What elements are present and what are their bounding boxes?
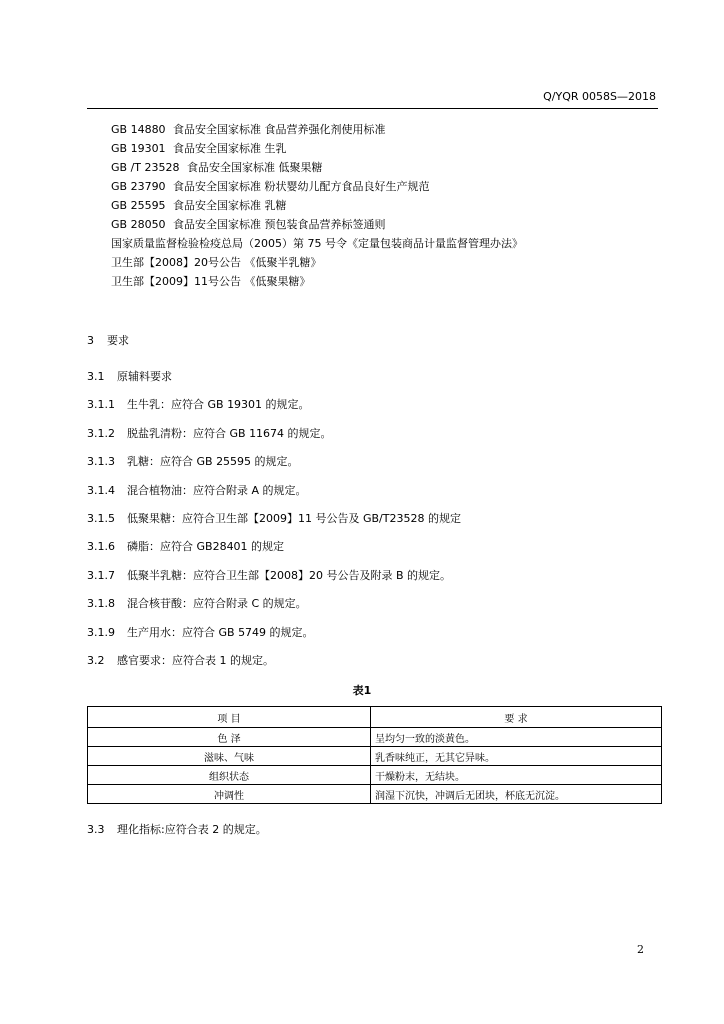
- reference-item: [111, 215, 523, 234]
- section-title: 要求: [107, 334, 129, 347]
- reference-code: GB 19301: [111, 142, 166, 155]
- sensory-requirements-table: [87, 706, 662, 804]
- item-number: 3.1.9: [87, 626, 115, 639]
- reference-title: 食品安全国家标准 预包装食品营养标签通则: [173, 218, 386, 231]
- reference-title: 卫生部【2008】20号公告 《低聚半乳糖》: [111, 256, 322, 269]
- table-row: [88, 766, 662, 785]
- reference-item: [111, 234, 523, 253]
- item-text: 应符合附录 C 的规定。: [193, 597, 307, 610]
- item-label: 生产用水：: [127, 626, 182, 639]
- subsection-number: 3.3: [87, 823, 105, 836]
- table-row: [88, 747, 662, 766]
- requirement-item: [87, 567, 451, 583]
- item-number: 3.1.8: [87, 597, 115, 610]
- item-number: 3.1.5: [87, 512, 115, 525]
- subsection-heading: [87, 652, 274, 668]
- item-text: 应符合附录 A 的规定。: [193, 484, 307, 497]
- reference-title: 国家质量监督检验检疫总局（2005）第 75 号令《定量包装商品计量监督管理办法》: [111, 237, 523, 250]
- item-number: 3.1.6: [87, 540, 115, 553]
- table-header-row: [88, 707, 662, 728]
- subsection-heading: [87, 821, 267, 837]
- item-text: 应符合 GB 5749 的规定。: [182, 626, 314, 639]
- reference-code: GB 28050: [111, 218, 166, 231]
- requirement-item: [87, 396, 310, 412]
- item-label: 生牛乳：: [127, 398, 171, 411]
- item-label: 混合核苷酸：: [127, 597, 193, 610]
- reference-title: 食品安全国家标准 低聚果糖: [187, 161, 323, 174]
- reference-item: [111, 120, 523, 139]
- item-number: 3.1.3: [87, 455, 115, 468]
- reference-title: 食品安全国家标准 粉状婴幼儿配方食品良好生产规范: [173, 180, 430, 193]
- subsection-heading: [87, 368, 172, 384]
- reference-item: [111, 158, 523, 177]
- column-header: 要 求: [371, 707, 662, 728]
- table-row: [88, 785, 662, 804]
- reference-title: 卫生部【2009】11号公告 《低聚果糖》: [111, 275, 311, 288]
- reference-code: GB 14880: [111, 123, 166, 136]
- normative-references: [111, 120, 523, 291]
- reference-code: GB /T 23528: [111, 161, 180, 174]
- item-number: 3.1.4: [87, 484, 115, 497]
- subsection-label: 理化指标:: [117, 823, 165, 836]
- subsection-title: 原辅料要求: [117, 370, 172, 383]
- item-label: 磷脂：: [127, 540, 160, 553]
- table-cell: 润湿下沉快，冲调后无团块，杯底无沉淀。: [371, 785, 662, 804]
- table-caption: 表1: [352, 684, 372, 697]
- table-cell: 乳香味纯正，无其它异味。: [371, 747, 662, 766]
- reference-item: [111, 177, 523, 196]
- page-number: 2: [637, 943, 644, 956]
- subsection-text: 应符合表 2 的规定。: [164, 823, 267, 836]
- item-text: 应符合 GB 11674 的规定。: [193, 427, 332, 440]
- requirement-item: [87, 453, 299, 469]
- requirement-item: [87, 425, 332, 441]
- table-row: [88, 728, 662, 747]
- item-text: 应符合 GB 19301 的规定。: [171, 398, 310, 411]
- reference-item: [111, 196, 523, 215]
- requirement-item: [87, 624, 314, 640]
- header-rule: [87, 108, 658, 109]
- reference-code: GB 25595: [111, 199, 166, 212]
- subsection-number: 3.2: [87, 654, 105, 667]
- item-text: 应符合 GB28401 的规定: [160, 540, 285, 553]
- section-heading: [87, 332, 129, 348]
- table-cell: 干燥粉末，无结块。: [371, 766, 662, 785]
- subsection-label: 感官要求：: [117, 654, 172, 667]
- item-text: 应符合卫生部【2009】11 号公告及 GB/T23528 的规定: [182, 512, 461, 525]
- table-cell: 呈均匀一致的淡黄色。: [371, 728, 662, 747]
- subsection-number: 3.1: [87, 370, 105, 383]
- item-text: 应符合卫生部【2008】20 号公告及附录 B 的规定。: [193, 569, 452, 582]
- column-header: 项 目: [88, 707, 371, 728]
- table-cell: 组织状态: [88, 766, 371, 785]
- reference-code: GB 23790: [111, 180, 166, 193]
- item-number: 3.1.1: [87, 398, 115, 411]
- reference-item: [111, 272, 523, 291]
- requirement-item: [87, 510, 461, 526]
- reference-item: [111, 253, 523, 272]
- table-cell: 冲调性: [88, 785, 371, 804]
- item-label: 脱盐乳清粉：: [127, 427, 193, 440]
- requirement-item: [87, 595, 307, 611]
- section-number: 3: [87, 334, 94, 347]
- item-number: 3.1.2: [87, 427, 115, 440]
- item-label: 低聚半乳糖：: [127, 569, 193, 582]
- table-cell: 滋味、气味: [88, 747, 371, 766]
- reference-title: 食品安全国家标准 食品营养强化剂使用标准: [173, 123, 386, 136]
- requirement-item: [87, 482, 307, 498]
- reference-title: 食品安全国家标准 生乳: [173, 142, 287, 155]
- subsection-text: 应符合表 1 的规定。: [172, 654, 274, 667]
- requirement-item: [87, 538, 284, 554]
- table-cell: 色 泽: [88, 728, 371, 747]
- item-label: 低聚果糖：: [127, 512, 182, 525]
- item-number: 3.1.7: [87, 569, 115, 582]
- document-code: Q/YQR 0058S—2018: [543, 90, 656, 103]
- item-text: 应符合 GB 25595 的规定。: [160, 455, 299, 468]
- item-label: 乳糖：: [127, 455, 160, 468]
- reference-title: 食品安全国家标准 乳糖: [173, 199, 287, 212]
- item-label: 混合植物油：: [127, 484, 193, 497]
- reference-item: [111, 139, 523, 158]
